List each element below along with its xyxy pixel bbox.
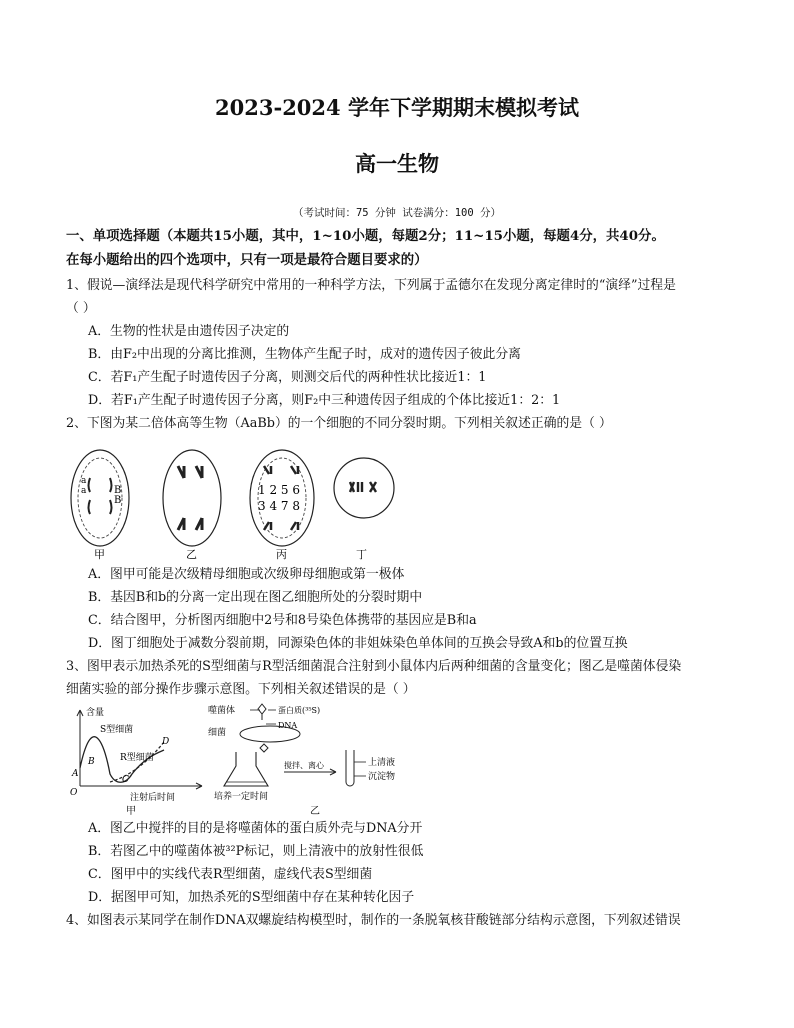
point-d: D (162, 737, 170, 747)
dna-label: DNA (278, 721, 298, 730)
q3-option-b: B．若图乙中的噬菌体被³²P标记，则上清液中的放射性很低 (88, 844, 424, 859)
q2-cell-division-figure (66, 438, 426, 562)
fig-caption-ding: 丁 (356, 548, 367, 561)
q3-option-a: A．图乙中搅拌的目的是将噬菌体的蛋白质外壳与DNA分开 (88, 821, 423, 836)
point-b: B (88, 757, 95, 767)
q3-stem-cont: 细菌实验的部分操作步骤示意图。下列相关叙述错误的是（ ） (66, 682, 416, 697)
step-label: 搅拌、离心 (284, 761, 324, 770)
page-title: 2023-2024 学年下学期期末模拟考试 (215, 95, 579, 120)
s-strain-label: S型细菌 (100, 725, 134, 735)
axis-label-x: 注射后时间 (130, 793, 176, 803)
q2-stem: 2、下图为某二倍体高等生物（AaBb）的一个细胞的不同分裂时期。下列相关叙述正确的是（ ） (66, 416, 612, 431)
q3-figure-jia (66, 702, 206, 818)
axis-label-y: 含量 (86, 708, 105, 718)
q1-option-c: C．若F₁产生配子时遗传因子分离，则测交后代的两种性状比接近1：1 (88, 370, 487, 385)
q1-stem-paren: （ ） (66, 301, 96, 316)
q1-option-a: A．生物的性状是由遗传因子决定的 (88, 324, 290, 339)
r-strain-label: R型细菌 (120, 753, 154, 763)
cell-ding (334, 458, 394, 561)
axis-origin: O (70, 788, 78, 798)
gene-label: a (81, 476, 87, 486)
q1-option-d: D．若F₁产生配子时遗传因子分离，则F₂中三种遗传因子组成的个体比接近1：2：1 (88, 393, 561, 408)
q4-stem: 4、如图表示某同学在制作DNA双螺旋结构模型时，制作的一条脱氧核苷酸链部分结构示意图，下列叙述错误 (66, 913, 681, 928)
fig-caption-yi: 乙 (310, 806, 320, 817)
q3-stem: 3、图甲表示加热杀死的S型细菌与R型活细菌混合注射到小鼠体内后两种细菌的含量变化；图乙是噬菌体侵染 (66, 659, 682, 674)
q3-figure-yi (206, 702, 416, 818)
sediment-label: 沉淀物 (368, 772, 396, 782)
supernatant-label: 上清液 (368, 758, 396, 768)
phage-label: 噬菌体 (208, 706, 236, 716)
exam-info: （考试时间：75 分钟 试卷满分：100 分） (292, 207, 502, 219)
point-c: C (122, 775, 129, 785)
fig-caption-jia: 甲 (94, 548, 105, 561)
fig-caption-yi: 乙 (186, 548, 197, 561)
point-a: A (72, 769, 79, 779)
q2-option-b: B．基因B和b的分离一定出现在图乙细胞所处的分裂时期中 (88, 590, 423, 605)
q2-option-a: A．图甲可能是次级精母细胞或次级卵母细胞或第一极体 (88, 567, 405, 582)
section-heading: 一、单项选择题（本题共15小题，其中，1~10小题，每题2分；11~15小题，每题4分，共40分。 (66, 228, 665, 244)
q1-option-b: B．由F₂中出现的分离比推测，生物体产生配子时，成对的遗传因子彼此分离 (88, 347, 521, 362)
chromosome-numbers-bottom: 3 4 7 8 (258, 499, 300, 513)
subject-title: 高一生物 (355, 151, 439, 176)
culture-label: 培养一定时间 (214, 792, 269, 802)
q2-option-c: C．结合图甲，分析图丙细胞中2号和8号染色体携带的基因应是B和a (88, 613, 477, 628)
section-heading-cont: 在每小题给出的四个选项中，只有一项是最符合题目要求的） (66, 252, 428, 268)
chromosome-numbers-top: 1 2 5 6 (258, 483, 300, 497)
cell-bing (250, 450, 314, 561)
cell-jia (71, 450, 129, 561)
q1-stem: 1、假说—演绎法是现代科学研究中常用的一种科学方法，下列属于孟德尔在发现分离定律时的“演绎”过程是 (66, 278, 676, 293)
gene-label: B (114, 495, 122, 506)
q2-option-d: D．图丁细胞处于减数分裂前期，同源染色体的非姐妹染色单体间的互换会导致A和b的位置互换 (88, 636, 628, 651)
bacteria-label: 细菌 (208, 728, 227, 738)
cell-yi (163, 450, 221, 561)
fig-caption-bing: 丙 (276, 548, 287, 561)
protein-label: 蛋白质(³⁵S) (278, 706, 321, 715)
q3-option-d: D．据图甲可知，加热杀死的S型细菌中存在某种转化因子 (88, 890, 415, 905)
gene-label: a (81, 486, 87, 496)
gene-label: B (114, 485, 122, 496)
q3-option-c: C．图甲中的实线代表R型细菌，虚线代表S型细菌 (88, 867, 373, 882)
fig-caption-jia: 甲 (126, 806, 136, 817)
